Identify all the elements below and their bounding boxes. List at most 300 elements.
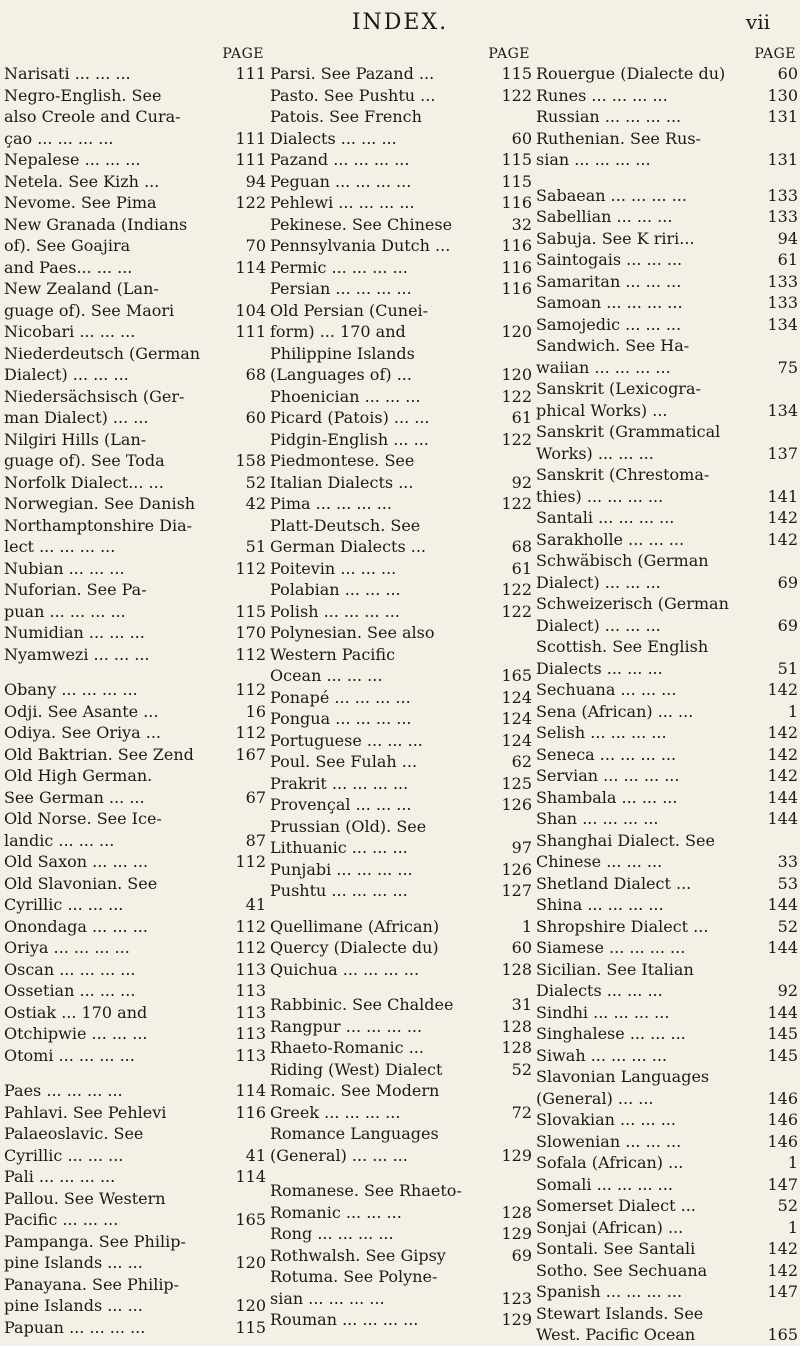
index-entry [270, 880, 532, 902]
entry-term: West. Pacific Ocean [536, 1325, 696, 1344]
entry-term: Piedmontese. See [270, 451, 415, 470]
entry-page-number: 120 [235, 1296, 266, 1315]
entry-page-number: 112 [235, 723, 266, 742]
entry-term: Provençal ... ... ... [270, 795, 412, 814]
entry-term: Rouman ... ... ... ... [270, 1310, 419, 1329]
index-entry [4, 1252, 266, 1274]
entry-term: Selish ... ... ... ... [536, 723, 667, 742]
entry-term: Spanish ... ... ... ... [536, 1282, 683, 1301]
entry-term: Shropshire Dialect ... [536, 916, 709, 936]
entry-page-number: 124 [501, 730, 532, 750]
index-entry [536, 916, 798, 938]
entry-page-number: 124 [501, 709, 532, 728]
index-entry [270, 407, 532, 429]
entry-page-number: 115 [501, 150, 532, 169]
entry-page-number: 122 [501, 85, 532, 105]
index-entry [536, 1109, 798, 1131]
entry-term: Pallou. See Western [4, 1188, 166, 1208]
entry-term: Patois. See French [270, 107, 422, 126]
index-entry [536, 808, 798, 830]
index-entry [270, 773, 532, 795]
index-entry [4, 644, 266, 666]
index-entry [536, 959, 798, 981]
index-entry [4, 515, 266, 537]
entry-term: Samoan ... ... ... ... [536, 293, 683, 312]
entry-page-number: 31 [511, 995, 532, 1014]
index-entry [270, 63, 532, 85]
entry-page-number: 167 [235, 744, 266, 764]
index-entry [270, 450, 532, 472]
index-entry [270, 386, 532, 408]
index-entry [270, 493, 532, 515]
entry-page-number: 116 [501, 193, 532, 212]
entry-term: Nevome. See Pima [4, 193, 157, 212]
entry-list [4, 63, 266, 1338]
index-entry [536, 464, 798, 486]
entry-term: Rabbinic. See Chaldee [270, 995, 454, 1014]
index-entry [536, 636, 798, 658]
entry-term: Quellimane (African) [270, 916, 440, 936]
index-entry [270, 1266, 532, 1288]
entry-term: Quichua ... ... ... ... [270, 959, 420, 979]
entry-term: Picard (Patois) ... ... [270, 408, 430, 427]
entry-term: Pehlewi ... ... ... ... [270, 193, 415, 212]
entry-term: Shina ... ... ... ... [536, 895, 664, 914]
index-entry [4, 937, 266, 959]
index-entry [4, 916, 266, 938]
entry-page-number: 92 [777, 981, 798, 1000]
entry-term: Prakrit ... ... ... ... [270, 773, 409, 793]
entry-term: Rotuma. See Polyne- [270, 1267, 438, 1286]
index-entry [270, 1059, 532, 1081]
entry-term: Western Pacific [270, 644, 396, 664]
entry-term: Sabellian ... ... ... [536, 207, 673, 226]
index-entry [536, 1217, 798, 1239]
index-entry [270, 1145, 532, 1167]
entry-term: Greek ... ... ... ... [270, 1102, 401, 1122]
index-entry [270, 235, 532, 257]
index-entry [4, 106, 266, 128]
index-entry [270, 192, 532, 214]
entry-term: Phoenician ... ... ... [270, 386, 421, 406]
entry-page-number: 52 [511, 1059, 532, 1079]
index-entry [4, 1102, 266, 1124]
entry-term: Dialects ... ... ... [536, 658, 663, 678]
entry-term: Permic ... ... ... ... [270, 257, 408, 277]
entry-page-number: 112 [235, 938, 266, 957]
entry-term: New Granada (Indians [4, 214, 188, 234]
index-entry [4, 343, 266, 365]
index-entry [536, 149, 798, 171]
page-title: INDEX. [351, 10, 449, 35]
entry-page-number: 142 [767, 1260, 798, 1280]
entry-page-number: 133 [767, 207, 798, 226]
index-entry [4, 808, 266, 830]
index-entry [536, 335, 798, 357]
entry-page-number: 142 [767, 766, 798, 785]
entry-term: Papuan ... ... ... ... [4, 1317, 146, 1337]
entry-term: Oscan ... ... ... ... [4, 959, 136, 979]
entry-page-number: 126 [501, 859, 532, 879]
entry-page-number: 70 [245, 236, 266, 255]
entry-page-number: 122 [501, 429, 532, 449]
entry-page-number: 69 [777, 572, 798, 592]
index-entry [270, 1102, 532, 1124]
entry-term: puan ... ... ... ... [4, 601, 126, 621]
index-entry [4, 300, 266, 322]
index-entry [4, 722, 266, 744]
index-entry [536, 292, 798, 314]
index-entry [270, 959, 532, 981]
entry-page-number: 112 [235, 852, 266, 871]
entry-page-number: 94 [245, 171, 266, 191]
entry-page-number: 111 [235, 64, 266, 83]
entry-term: Sanskrit (Lexicogra- [536, 379, 701, 398]
entry-page-number: 128 [501, 959, 532, 979]
entry-page-number: 165 [235, 1210, 266, 1229]
page-header [0, 8, 800, 48]
entry-page-number: 158 [235, 451, 266, 470]
column-heading: PAGE [222, 46, 264, 62]
index-entry [270, 1123, 532, 1145]
entry-page-number: 116 [501, 236, 532, 255]
entry-term: Paes ... ... ... ... [4, 1081, 123, 1100]
index-entry [270, 665, 532, 687]
index-entry [270, 1037, 532, 1059]
entry-page-number: 122 [501, 386, 532, 406]
entry-page-number: 52 [777, 1196, 798, 1215]
entry-term: Romance Languages [270, 1124, 439, 1143]
index-entry [4, 980, 266, 1002]
entry-term: Singhalese ... ... ... [536, 1024, 686, 1043]
entry-term: Sarakholle ... ... ... [536, 529, 685, 549]
index-entry [4, 407, 266, 429]
entry-term: Pali ... ... ... ... [4, 1167, 116, 1186]
entry-term: Santali ... ... ... ... [536, 508, 675, 527]
index-entry [4, 128, 266, 150]
entry-term: Rong ... ... ... ... [270, 1224, 394, 1243]
index-entry [4, 536, 266, 558]
index-entry [4, 278, 266, 300]
entry-term: Poitevin ... ... ... [270, 558, 397, 578]
entry-term: Nilgiri Hills (Lan- [4, 429, 147, 449]
entry-page-number: 144 [767, 938, 798, 957]
entry-page-number: 141 [767, 486, 798, 506]
entry-page-number: 112 [235, 644, 266, 664]
entry-term: çao ... ... ... ... [4, 128, 114, 148]
entry-term: Pekinese. See Chinese [270, 214, 453, 234]
entry-page-number: 128 [501, 1202, 532, 1222]
index-entry [536, 63, 798, 85]
entry-page-number: 120 [235, 1253, 266, 1272]
entry-term: Rhaeto-Romanic ... [270, 1038, 424, 1057]
index-entry [4, 665, 266, 679]
entry-term: Northamptonshire Dia- [4, 515, 193, 535]
entry-page-number: 60 [511, 938, 532, 957]
entry-page-number: 122 [501, 601, 532, 621]
index-entry [4, 1123, 266, 1145]
index-entry [4, 1145, 266, 1167]
entry-term: (Languages of) ... [270, 365, 412, 384]
entry-term: Peguan ... ... ... ... [270, 171, 412, 191]
index-column-3 [536, 46, 798, 1346]
entry-term: Schwäbisch (German [536, 551, 709, 570]
index-entry [270, 644, 532, 666]
entry-term: Dialects ... ... ... [270, 128, 397, 148]
index-entry [4, 894, 266, 916]
index-entry [4, 321, 266, 343]
entry-page-number: 144 [767, 1002, 798, 1022]
entry-term: Quercy (Dialecte du) [270, 938, 439, 957]
entry-term: Pampanga. See Philip- [4, 1231, 186, 1251]
index-entry [536, 1174, 798, 1196]
entry-term: Samojedic ... ... ... [536, 314, 682, 334]
entry-page-number: 115 [501, 171, 532, 191]
entry-term: Panayana. See Philip- [4, 1274, 180, 1294]
entry-term: Old High German. [4, 766, 153, 785]
entry-term: Runes ... ... ... ... [536, 85, 668, 105]
index-entry [536, 830, 798, 852]
index-entry [536, 980, 798, 1002]
index-entry [536, 722, 798, 744]
index-entry [536, 185, 798, 207]
entry-page-number: 120 [501, 322, 532, 341]
index-entry [536, 937, 798, 959]
entry-page-number: 60 [245, 408, 266, 427]
entry-page-number: 116 [235, 1102, 266, 1122]
entry-term: Old Slavonian. See [4, 873, 158, 893]
index-entry [4, 1166, 266, 1188]
entry-term: Pima ... ... ... ... [270, 494, 392, 513]
entry-term: New Zealand (Lan- [4, 279, 159, 298]
index-entry [270, 558, 532, 580]
entry-page-number: 52 [777, 916, 798, 936]
index-entry [536, 658, 798, 680]
index-entry [4, 1188, 266, 1210]
index-entry [270, 730, 532, 752]
index-entry [4, 386, 266, 408]
entry-page-number: 145 [767, 1045, 798, 1065]
entry-term: Saintogais ... ... ... [536, 250, 683, 269]
entry-term: Pennsylvania Dutch ... [270, 236, 451, 255]
index-entry [270, 536, 532, 558]
index-entry [4, 558, 266, 580]
entry-term: Works) ... ... ... [536, 443, 654, 463]
entry-term: Oriya ... ... ... ... [4, 938, 130, 957]
entry-term: Shambala ... ... ... [536, 787, 678, 807]
index-entry [4, 959, 266, 981]
entry-page-number: 144 [767, 787, 798, 807]
index-entry [270, 300, 532, 322]
index-entry [536, 894, 798, 916]
index-entry [4, 493, 266, 515]
index-entry [270, 1202, 532, 1224]
entry-term: Sabuja. See K riri... [536, 228, 695, 248]
entry-term: Prussian (Old). See [270, 816, 427, 836]
entry-term: Slovakian ... ... ... [536, 1110, 676, 1129]
entry-term: Sabaean ... ... ... ... [536, 185, 687, 205]
index-entry [270, 429, 532, 451]
entry-term: Servian ... ... ... ... [536, 766, 680, 785]
entry-term: sian ... ... ... ... [270, 1288, 385, 1308]
index-entry [270, 751, 532, 773]
entry-page-number: 94 [777, 228, 798, 248]
index-entry [536, 744, 798, 766]
entry-term: Sotho. See Sechuana [536, 1260, 708, 1280]
index-entry [536, 1023, 798, 1045]
entry-page-number: 127 [501, 881, 532, 900]
entry-term: Pongua ... ... ... ... [270, 709, 412, 728]
entry-list [536, 63, 798, 1346]
entry-page-number: 97 [511, 838, 532, 857]
entry-page-number: 142 [767, 680, 798, 699]
entry-page-number: 69 [511, 1245, 532, 1265]
entry-term: Onondaga ... ... ... [4, 916, 148, 936]
entry-page-number: 125 [501, 773, 532, 793]
entry-term: Cyrillic ... ... ... [4, 895, 124, 914]
entry-term: Pahlavi. See Pehlevi [4, 1102, 167, 1122]
entry-list [270, 63, 532, 1331]
entry-term: thies) ... ... ... ... [536, 486, 664, 506]
entry-page-number: 129 [501, 1145, 532, 1165]
entry-page-number: 114 [235, 1081, 266, 1100]
entry-term: Stewart Islands. See [536, 1303, 704, 1323]
entry-term: lect ... ... ... ... [4, 537, 116, 556]
entry-page-number: 114 [235, 1167, 266, 1186]
entry-page-number: 69 [777, 615, 798, 635]
entry-term: Shetland Dialect ... [536, 873, 692, 893]
entry-page-number: 122 [501, 580, 532, 599]
entry-term: Seneca ... ... ... ... [536, 744, 677, 764]
entry-term: Niedersächsisch (Ger- [4, 386, 185, 406]
entry-page-number: 129 [501, 1310, 532, 1329]
index-entry [4, 257, 266, 279]
entry-term: of). See Goajira [4, 236, 131, 255]
index-entry [536, 1324, 798, 1346]
entry-page-number: 42 [245, 494, 266, 513]
entry-page-number: 68 [245, 365, 266, 384]
entry-page-number: 33 [777, 852, 798, 871]
index-entry [4, 149, 266, 171]
entry-page-number: 120 [501, 365, 532, 384]
entry-term: phical Works) ... [536, 400, 668, 420]
entry-term: Old Norse. See Ice- [4, 809, 162, 828]
entry-term: Norwegian. See Danish [4, 494, 196, 513]
entry-term: Odiya. See Oriya ... [4, 723, 162, 742]
entry-page-number: 113 [235, 959, 266, 979]
entry-term: Somerset Dialect ... [536, 1196, 696, 1215]
entry-term: Sonjai (African) ... [536, 1217, 684, 1237]
index-entry [270, 1080, 532, 1102]
entry-term: Samaritan ... ... ... [536, 271, 682, 291]
index-entry [4, 1066, 266, 1080]
entry-term: Slowenian ... ... ... [536, 1131, 682, 1151]
entry-page-number: 87 [245, 830, 266, 850]
entry-term: Persian ... ... ... ... [270, 279, 412, 298]
index-entry [270, 687, 532, 709]
entry-term: Polish ... ... ... ... [270, 601, 400, 621]
entry-page-number: 115 [235, 601, 266, 621]
entry-page-number: 124 [501, 687, 532, 707]
index-entry [270, 149, 532, 171]
entry-page-number: 92 [511, 472, 532, 492]
entry-term: See German ... ... [4, 787, 145, 807]
entry-page-number: 146 [767, 1131, 798, 1151]
entry-term: Netela. See Kizh ... [4, 171, 160, 191]
index-entry [536, 615, 798, 637]
entry-term: Sontali. See Santali [536, 1239, 696, 1258]
entry-term: Somali ... ... ... ... [536, 1174, 673, 1194]
index-column-1 [4, 46, 266, 1338]
entry-term: Ocean ... ... ... [270, 666, 383, 685]
entry-page-number: 170 [235, 623, 266, 642]
index-entry [270, 1309, 532, 1331]
entry-term: Shanghai Dialect. See [536, 830, 715, 850]
index-entry [536, 873, 798, 895]
index-entry [4, 1080, 266, 1102]
entry-term: Portuguese ... ... ... [270, 730, 423, 750]
index-entry [4, 679, 266, 701]
index-entry [536, 171, 798, 185]
index-entry [270, 1245, 532, 1267]
index-entry [270, 515, 532, 537]
index-entry [4, 1317, 266, 1339]
entry-page-number: 1 [787, 1217, 798, 1237]
page-number: vii [745, 10, 770, 34]
entry-term: Nubian ... ... ... [4, 558, 125, 578]
entry-term: (General) ... ... ... [270, 1145, 408, 1165]
entry-term: Siamese ... ... ... ... [536, 938, 686, 957]
index-entry [536, 85, 798, 107]
index-entry [4, 622, 266, 644]
entry-page-number: 32 [511, 214, 532, 234]
index-entry [270, 1016, 532, 1038]
entry-term: Nicobari ... ... ... [4, 322, 136, 341]
entry-term: Niederdeutsch (German [4, 343, 201, 363]
entry-page-number: 133 [767, 185, 798, 205]
index-entry [4, 765, 266, 787]
entry-page-number: 146 [767, 1088, 798, 1108]
index-entry [270, 343, 532, 365]
entry-page-number: 104 [235, 300, 266, 320]
entry-term: Sandwich. See Ha- [536, 336, 690, 355]
entry-term: German Dialects ... [270, 537, 427, 556]
index-entry [4, 851, 266, 873]
index-entry [270, 816, 532, 838]
entry-page-number: 114 [235, 257, 266, 277]
index-entry [536, 314, 798, 336]
entry-term: Rothwalsh. See Gipsy [270, 1245, 446, 1265]
entry-page-number: 1 [787, 701, 798, 721]
entry-page-number: 113 [235, 1045, 266, 1065]
entry-page-number: 128 [501, 1016, 532, 1036]
index-entry [270, 622, 532, 644]
entry-term: Old Baktrian. See Zend [4, 744, 194, 764]
entry-term: Pushtu ... ... ... ... [270, 881, 408, 900]
index-entry [4, 1274, 266, 1296]
index-entry [4, 787, 266, 809]
entry-term: Negro-English. See [4, 85, 162, 105]
entry-term: Dialects ... ... ... [536, 981, 663, 1000]
index-entry [536, 421, 798, 443]
entry-term: Russian ... ... ... ... [536, 107, 682, 126]
entry-term: Ostiak ... 170 and [4, 1002, 148, 1022]
entry-term: Romanese. See Rhaeto- [270, 1181, 462, 1200]
entry-page-number: 126 [501, 795, 532, 814]
entry-term: Norfolk Dialect... ... [4, 472, 164, 492]
entry-term: guage of). See Toda [4, 451, 165, 470]
index-entry [270, 902, 532, 916]
